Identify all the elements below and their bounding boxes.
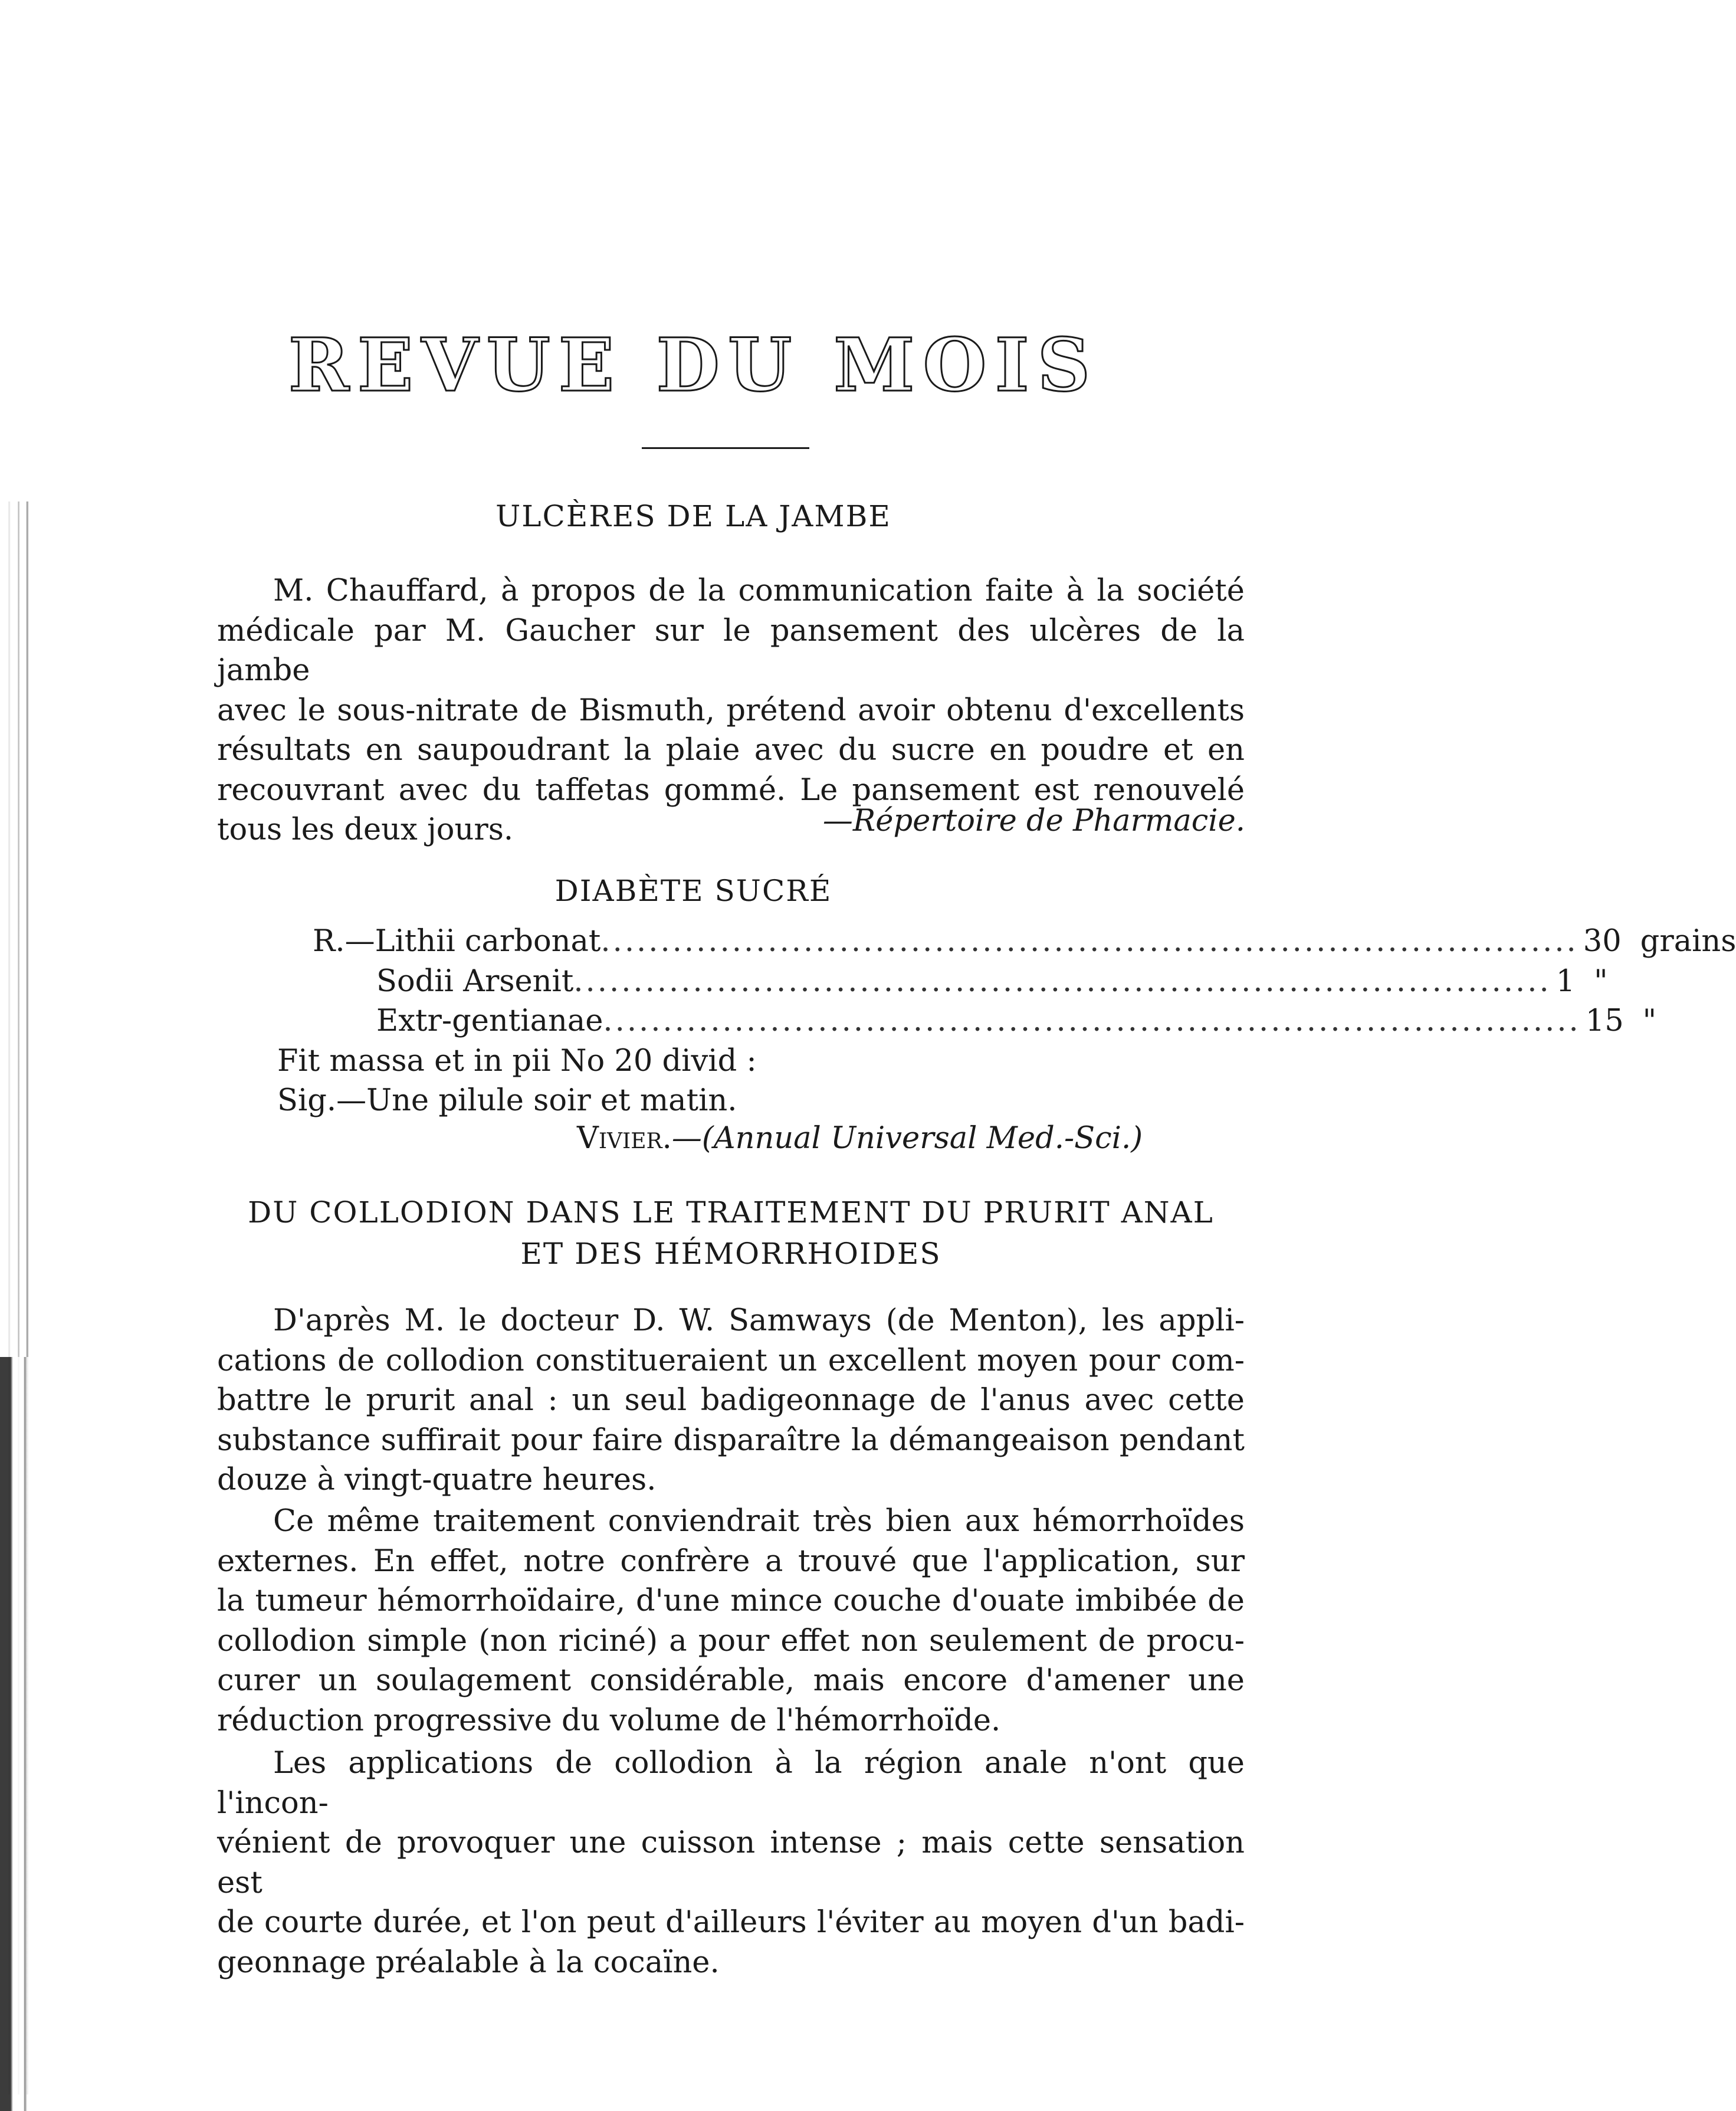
source-citation-diabete	[577, 1121, 1143, 1156]
ingredient-unit: grains	[1640, 924, 1736, 959]
ingredient-name: Sodii Arsenit	[376, 963, 574, 999]
prescription-row	[313, 962, 1608, 1002]
text-line: D'après M. le docteur D. W. Samways (de Menton), les appli-	[273, 1303, 1245, 1338]
text-line: collodion simple (non riciné) a pour effet non seulement de procu-	[217, 1623, 1245, 1658]
text-line: externes. En effet, notre confrère a trouvé que l'application, sur	[217, 1543, 1245, 1579]
page-binding-shadow	[0, 1357, 41, 2111]
leader-dots: ..................................................................................	[600, 924, 1579, 959]
instruction-line: Fit massa et in pii No 20 divid :	[277, 1043, 757, 1079]
text-line: réduction progressive du volume de l'hémorrhoïde.	[217, 1703, 1001, 1738]
text-line: médicale par M. Gaucher sur le pansement des ulcères de la jambe	[217, 613, 1245, 688]
ingredient-quantity: 1	[1555, 963, 1576, 999]
text-line: curer un soulagement considérable, mais encore d'amener une	[217, 1663, 1245, 1698]
prescription-row	[313, 1001, 1657, 1041]
masthead-title: REVUE DU MOIS	[288, 323, 1099, 408]
prescription-row	[313, 922, 1736, 962]
text-line: cations de collodion constitueraient un excellent moyen pour com-	[217, 1343, 1245, 1378]
instruction-line: Sig.—Une pilule soir et matin.	[277, 1083, 737, 1118]
heading-line: DU COLLODION DANS LE TRAITEMENT DU PRURIT ANAL	[248, 1195, 1214, 1230]
ingredient-unit: "	[1594, 963, 1608, 999]
section-heading-ulceres: ULCÈRES DE LA JAMBE	[495, 499, 891, 533]
text-line: avec le sous-nitrate de Bismuth, prétend avoir obtenu d'excellents	[217, 693, 1245, 728]
ingredient-quantity: 30	[1583, 924, 1622, 959]
heading-line: ET DES HÉMORRHOIDES	[520, 1237, 941, 1271]
text-line: douze à vingt-quatre heures.	[217, 1463, 657, 1497]
section-heading-diabete: DIABÈTE SUCRÉ	[554, 874, 832, 908]
text-line: la tumeur hémorrhoïdaire, d'une mince couche d'ouate imbibée de	[217, 1584, 1245, 1618]
text-line: résultats en saupoudrant la plaie avec du sucre en poudre et en	[217, 733, 1245, 768]
text-line: Les applications de collodion à la région anale n'ont que l'incon-	[217, 1746, 1245, 1821]
text-line: substance suffirait pour faire disparaître la démangeaison pendant	[217, 1422, 1245, 1458]
ingredient-unit: "	[1642, 1004, 1657, 1038]
text-line: geonnage préalable à la cocaïne.	[217, 1945, 720, 1980]
text-line: de courte durée, et l'on peut d'ailleurs l'éviter au moyen d'un badi-	[217, 1905, 1245, 1940]
title-rule	[642, 447, 809, 449]
paragraph-collodion-3	[217, 1743, 1245, 1982]
leader-dots: ..................................................................................	[573, 963, 1551, 999]
source-author: Vivier.	[577, 1121, 672, 1156]
ingredient-name: Extr-gentianae	[376, 1004, 603, 1038]
leader-dots: ..................................................................................	[603, 1004, 1581, 1038]
text-line: Ce même traitement conviendrait très bien aux hémorrhoïdes	[273, 1504, 1245, 1539]
text-line: M. Chauffard, à propos de la communication faite à la société	[273, 573, 1245, 608]
ingredient-quantity: 15	[1585, 1004, 1624, 1038]
text-line: recouvrant avec du taffetas gommé. Le pansement est renouvelé	[217, 772, 1245, 808]
source-reference: —(Annual Universal Med.-Sci.)	[671, 1121, 1143, 1156]
ingredient-name: R.—Lithii carbonat	[313, 924, 601, 959]
section-heading-collodion	[217, 1192, 1245, 1274]
text-line: vénient de provoquer une cuisson intense ; mais cette sensation est	[217, 1825, 1245, 1900]
text-line: tous les deux jours.	[217, 812, 514, 847]
paragraph-collodion-1	[217, 1301, 1245, 1500]
text-line: battre le prurit anal : un seul badigeonnage de l'anus avec cette	[217, 1383, 1245, 1418]
source-citation-ulceres: —Répertoire de Pharmacie.	[822, 804, 1245, 838]
prescription-list	[277, 922, 1736, 1121]
paragraph-collodion-2	[217, 1502, 1245, 1740]
